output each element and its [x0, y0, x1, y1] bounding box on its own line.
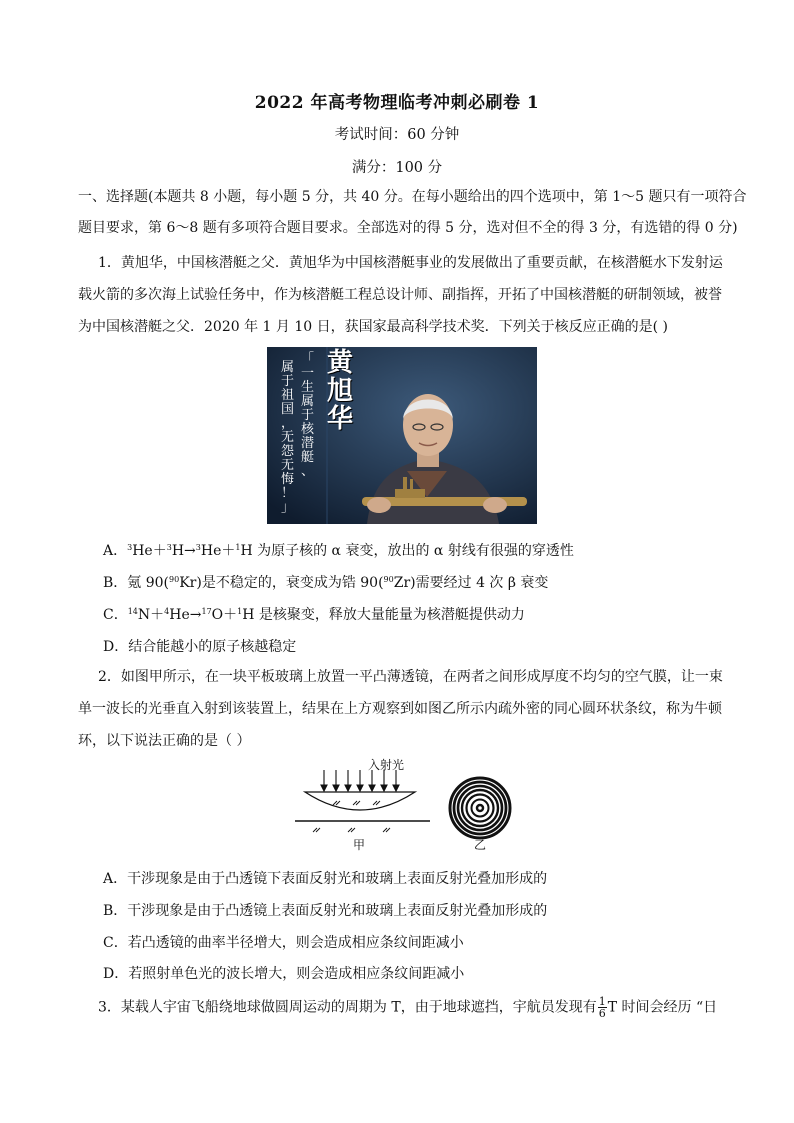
q3-line-1: [98, 996, 717, 1019]
mass-number: 1: [237, 607, 243, 616]
quote-column-1: 「一生属于核潜艇、: [301, 352, 315, 479]
formula-part: H→: [171, 543, 196, 559]
mass-number: 4: [164, 607, 170, 616]
mass-number: 3: [127, 543, 133, 552]
q1-option-c: [103, 604, 525, 624]
newton-rings-figure: [290, 758, 520, 858]
exam-time: 考试时间：60 分钟: [334, 127, 460, 143]
q2-line-1: 2．如图甲所示，在一块平板玻璃上放置一平凸薄透镜，在两者之间形成厚度不均匀的空气膜，让一束: [98, 669, 723, 685]
formula-part: He＋: [132, 543, 167, 559]
mass-number: 3: [166, 543, 172, 552]
q2-option-c: C．若凸透镜的曲率半径增大，则会造成相应条纹间距减小: [103, 935, 464, 951]
exam-score: 满分：100 分: [351, 160, 443, 176]
option-b-text: Zr)需要经过 4 次 β 衰变: [393, 575, 549, 591]
q1-option-a: [103, 540, 574, 560]
portrait-photo: [267, 347, 537, 524]
quote-column-2: 属于祖国，无怨无悔！」: [281, 360, 295, 515]
figure-yi-label: 乙: [474, 838, 487, 852]
mass-number: 90: [383, 575, 394, 584]
option-c-text: H 是核聚变，释放大量能量为核潜艇提供动力: [242, 607, 525, 623]
option-a-text: H 为原子核的 α 衰变，放出的 α 射线有很强的穿透性: [240, 543, 574, 559]
mass-number: 1: [235, 543, 241, 552]
fraction-numerator: 1: [598, 995, 606, 1008]
fraction: [598, 996, 607, 1019]
section-line-1: 一、选择题(本题共 8 小题，每小题 5 分，共 40 分。在每小题给出的四个选项中，第 1～5 题只有一项符合: [78, 189, 747, 205]
formula-part: He＋: [200, 543, 236, 559]
formula-part: O＋: [211, 607, 238, 623]
formula-part: He→: [169, 607, 202, 623]
incident-light-label: 入射光: [368, 758, 405, 772]
figure-jia-label: 甲: [353, 838, 366, 852]
q3-text-end: T 时间会经历 “日: [607, 999, 718, 1016]
q1-line-1: 1．黄旭华，中国核潜艇之父．黄旭华为中国核潜艇事业的发展做出了重要贡献，在核潜艇水下发射运: [98, 255, 723, 271]
mass-number: 90: [169, 575, 180, 584]
q3-text-start: 3．某载人宇宙飞船绕地球做圆周运动的周期为 T，由于地球遮挡，宇航员发现有: [98, 999, 597, 1016]
option-b-text: Kr)是不稳定的，衰变成为锆 90(: [179, 575, 384, 591]
q2-line-2: 单一波长的光垂直入射到该装置上，结果在上方观察到如图乙所示内疏外密的同心圆环状条纹，称为牛顿: [78, 701, 722, 717]
option-c-label: C．: [103, 607, 128, 623]
q2-option-a: A．干涉现象是由于凸透镜下表面反射光和玻璃上表面反射光叠加形成的: [103, 871, 548, 887]
mass-number: 3: [195, 543, 201, 552]
q1-line-2: 载火箭的多次海上试验任务中，作为核潜艇工程总设计师、副指挥，开拓了中国核潜艇的研制领域，被誉: [78, 287, 722, 303]
option-a-label: A．: [103, 543, 128, 559]
mass-number: 14: [127, 607, 138, 616]
q1-option-d: D．结合能越小的原子核越稳定: [103, 639, 297, 655]
fraction-denominator: 6: [598, 1007, 606, 1020]
q2-line-3: 环，以下说法正确的是（ ）: [78, 733, 251, 749]
q2-option-b: B．干涉现象是由于凸透镜上表面反射光和玻璃上表面反射光叠加形成的: [103, 903, 548, 919]
q1-line-3: 为中国核潜艇之父．2020 年 1 月 10 日，获国家最高科学技术奖．下列关于核反应正确的是( ): [78, 319, 668, 335]
formula-part: N＋: [137, 607, 165, 623]
q1-option-b: [103, 572, 548, 592]
portrait-name: 黄旭华: [326, 348, 353, 434]
option-b-text: B．氪 90(: [103, 575, 170, 591]
exam-title: 2022 年高考物理临考冲刺必刷卷 1: [254, 93, 540, 113]
section-line-2: 题目要求，第 6～8 题有多项符合题目要求。全部选对的得 5 分，选对但不全的得 3 分，有选错的得 0 分): [78, 220, 738, 236]
q2-option-d: D．若照射单色光的波长增大，则会造成相应条纹间距减小: [103, 966, 465, 982]
mass-number: 17: [201, 607, 212, 616]
